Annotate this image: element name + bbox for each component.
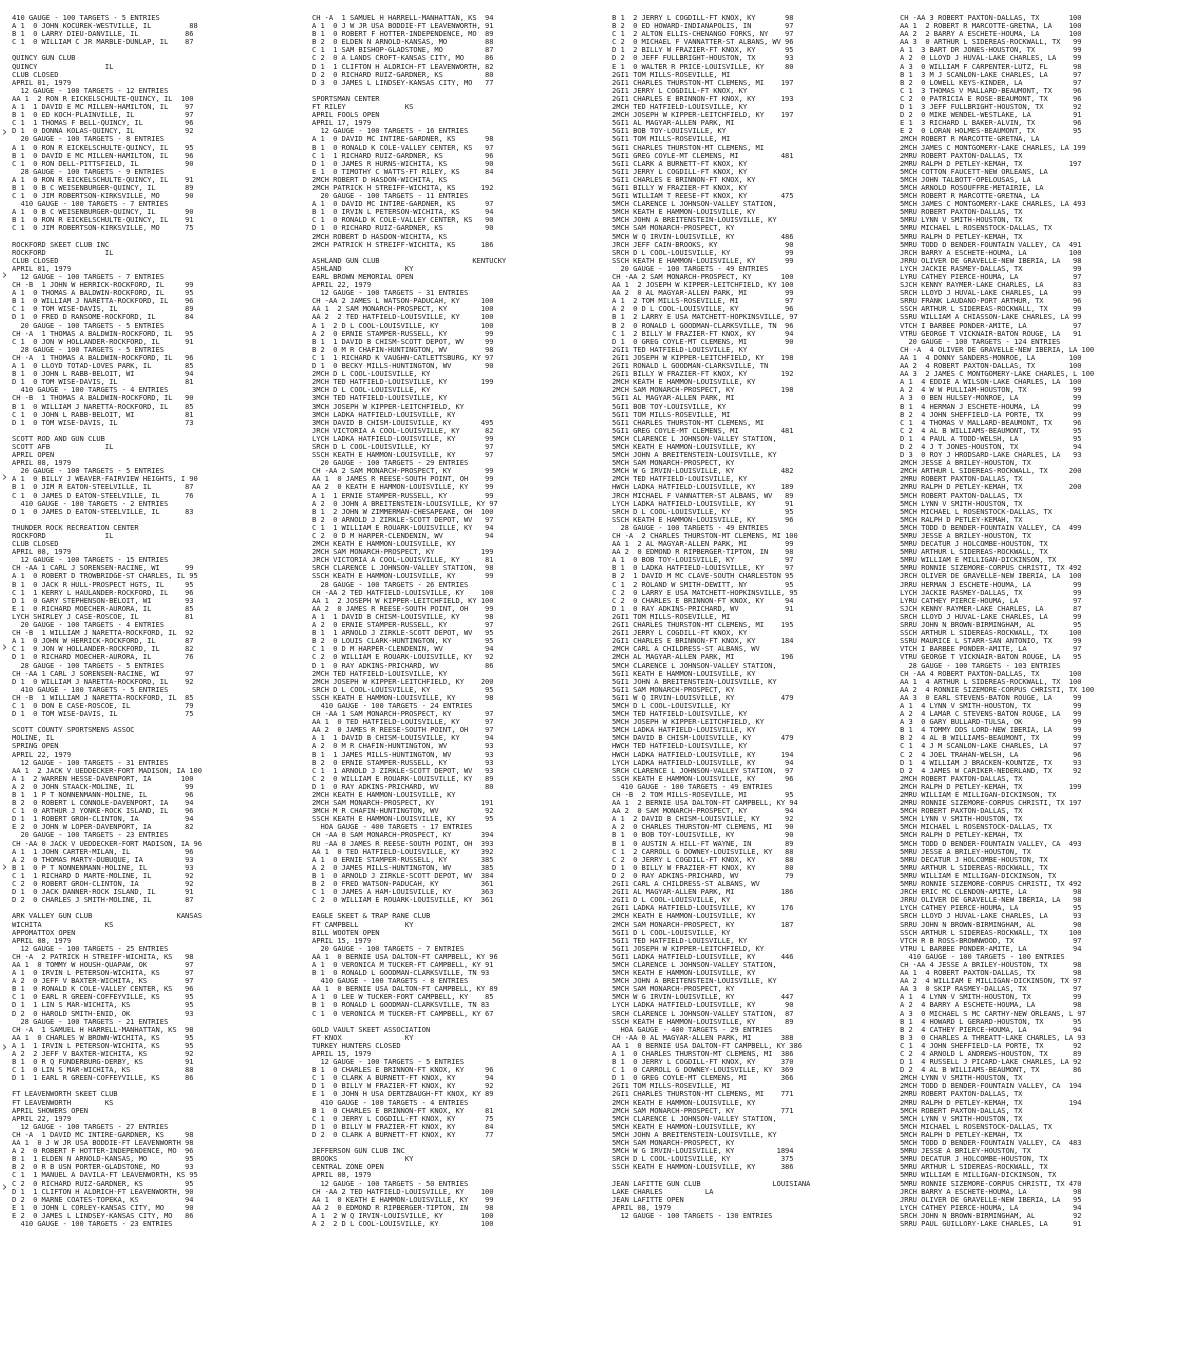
margin-mark-icon: › [2, 470, 8, 485]
margin-mark-icon: › [2, 1040, 8, 1055]
margin-mark-icon: › [2, 640, 8, 655]
margin-mark-icon: › [2, 1180, 8, 1195]
results-column-2: CH -A 1 SAMUEL H HARRELL-MANHATTAN, KS 94 A 1 0 J W JR USA BODDIE-FT LEAVENWORTH, 91 B 1 0 ROBERT F HOTTER-INDEPENDENCE, MO 89 B 2 0 ELDEN N ARNOLD-KANSAS, MO 88 C 1 1 SAM BISHOP-GLADSTONE, MO 87 C 2 0 A LANDS CROFT-KANSAS CITY, MO 86 D 1 1 CLIFTON H ALDRICH-FT LEAVENWORTH, 82 D 2 0 RICHARD RUIZ-GARDNER, KS 80 D 3 0 JAMES L LINDSEY-KANSAS CITY, MO 77 SPORTSMAN CENTER FT RILEY KS APRIL FOOLS OPEN APRIL 17, 1979 12 GAUGE - 100 TARGETS - 16 ENTRIES A 1 0 DAVID MC INTIRE-GARDNER, KS 98 B 1 0 RONALD K COLE-VALLEY CENTER, KS 97 C 1 1 RICHARD RUIZ-GARDNER, KS 96 D 1 0 JAMES R HURNS-WICHITA, KS 90 E 1 0 TIMOTHY C WATTS-FT RILEY, KS 84 2MCH ROBERT D HASDON-WICHITA, KS 2MCH PATRICK H STREIFF-WICHITA, KS 192 20 GAUGE - 100 TARGETS - 11 ENTRIES A 1 0 DAVID MC INTIRE-GARDNER, KS 97 B 1 0 IRVIN L PETERSON-WICHITA, KS 94 C 1 0 RONALD K COLE-VALLEY CENTER, KS 90 D 1 0 RICHARD RUIZ-GARDNER, KS 90 2MCH ROBERT D HASDON-WICHITA, KS 2MCH PATRICK H STREIFF-WICHITA, KS 186 ASHLAND GUN CLUB KENTUCKY ASHLAND KY EARL BROWN MEMORIAL OPEN APRIL 22, 1979 12 GAUGE - 100 TARGETS - 31 ENTRIES CH -AA 2 JAMES L WATSON-PADUCAH, KY 100 AA 1 2 SAM MONARCH-PROSPECT, KY 100 AA 2 2 TED HATFIELD-LOUISVILLE, KY 100 A 1 2 D L COOL-LOUISVILLE, KY 100 A 2 0 ERNIE STAMPER-RUSSELL, KY 99 B 1 1 DAVID B CHISM-SCOTT DEPOT, WV 99 B 2 0 M R CHAFIN-HUNTINGTON, WV 98 C 1 1 RICHARD K VAUGHN-CATLETTSBURG, KY 97 D 1 0 BECKY MILLS-HUNTINGTON, WV 90 2MCH D L COOL-LOUISVILLE, KY 2MCH TED HATFIELD-LOUISVILLE, KY 199 3MCH D L COOL-LOUISVILLE, KY 3MCH TED HATFIELD-LOUISVILLE, KY 3MCH JOSEPH W KIPPER-LEITCHFIELD, KY 3MCH LADKA HATFIELD-LOUISVILLE, KY 3MCH DAVID B CHISM-LOUISVILLE, KY 495 JRCH VICTORIA A COOL-LOUISVILLE, KY 82 LYCH LADKA HATFIELD-LOUISVILLE, KY 99 SRCH D L COOL-LOUISVILLE, KY 97 SSCH KEATH E HAMMON-LOUISVILLE, KY 97 20 GAUGE - 100 TARGETS - 29 ENTRIES CH -AA 2 SAM MONARCH-PROSPECT, KY 99 AA 1 0 JAMES R REESE-SOUTH POINT, OH 99 AA 2 0 KEATH E HAMMON-LOUISVILLE, KY 99 A 1 1 ERNIE STAMPER-RUSSELL, KY 99 A 2 0 JOHN A BREITENSTEIN-LOUISVILLE, KY 97 B 1 2 JOHN W ZIMMERMAN-CHESAPEAKE, OH 100 B 2 0 ARNOLD J ZIRKLE-SCOTT DEPOT, WV 97 C 1 1 WILLIAM E ROUARK-LOUISVILLE, KY 94 C 2 0 D M HARPER-CLENDENIN, WV 94 2MCH KEATH E HAMMON-LOUISVILLE, KY 2MCH SAM MONARCH-PROSPECT, KY 199 JRCH VICTORIA A COOL-LOUISVILLE, KY 81 SRCH CLARENCE L JOHNSON-VALLEY STATION, 98 SSCH KEATH E HAMMON-LOUISVILLE, KY 99 28 GAUGE - 100 TARGETS - 26 ENTRIES CH -AA 2 TED HATFIELD-LOUISVILLE, KY 100 AA 1 2 JOSEPH W KIPPER-LEITCHFIELD, KY 100 AA 2 0 JAMES R REESE-SOUTH POINT, OH 99 A 1 1 DAVID B CHISM-LOUISVILLE, KY 98 A 2 0 ERNIE STAMPER-RUSSELL, KY 97 B 1 1 ARNOLD J ZIRKLE-SCOTT DEPOT, WV 95 B 2 0 LOUIS CLARK-HUNTINGTON, KY 95 C 1 0 D M HARPER-CLENDENIN, WV 94 C 2 0 WILLIAM E ROUARK-LOUISVILLE, KY 92 D 1 0 RAY ADKINS-PRICHARD, WV 86 2MCH TED HATFIELD-LOUISVILLE, KY 2MCH JOSEPH W KIPPER-LEITCHFIELD, KY 200 SRCH D L COOL-LOUISVILLE, KY 95 SSCH KEATH E HAMMON-LOUISVILLE, KY 98 410 GAUGE - 100 TARGETS - 24 ENTRIES CH -AA 1 SAM MONARCH-PROSPECT, KY 97 AA 1 0 TED HATFIELD-LOUISVILLE, KY 97 AA 2 0 JAMES R REESE-SOUTH POINT, OH 97 A 1 1 DAVID B CHISM-LOUISVILLE, KY 94 A 2 0 M R CHAFIN-HUNTINGTON, WV 93 B 1 1 JAMES MILLS-HUNTINGTON, WV 93 B 2 0 ERNIE STAMPER-RUSSELL, KY 93 C 1 1 ARNOLD J ZIRKLE-SCOTT DEPOT, WV 93 C 2 0 WILLIAM E ROUARK-LOUISVILLE, KY 89 D 1 0 RAY ADKINS-PRICHARD, WV 80 2MCH KEATH E HAMMON-LOUISVILLE, KY 2MCH SAM MONARCH-PROSPECT, KY 191 3MCH M R CHAFIN-HUNTINGTON, WV 92 SSCH KEATH E HAMMON-LOUISVILLE, KY 95 HOA GAUGE - 400 TARGETS - 17 ENTRIES CH -AA 0 SAM MONARCH-PROSPECT, KY 394 RU -AA 0 JAMES R REESE-SOUTH POINT, OH 393 AA 1 0 TED HATFIELD-LOUISVILLE, KY 392 A 1 0 ERNIE STAMPER-RUSSELL, KY 385 A 2 0 JAMES MILLS-HUNTINGTON, WV 385 B 1 0 ARNOLD J ZIRKLE-SCOTT DEPOT, WV 384 B 2 0 FRED WATSON-PADUCAH, KY 361 C 1 0 JAMES A HAM-LOUISVILLE, KY 363 C 2 0 WILLIAM E ROUARK-LOUISVILLE, KY 361 EAGLE SKEET & TRAP RANE CLUB FT CAMPBELL KY BILL WOOTEN OPEN APRIL 15, 1979 20 GAUGE - 100 TARGETS - 7 ENTRIES AA 1 0 BERNIE USA DALTON-FT CAMPBELL, KY 96 A 1 0 VERONICA M TUCKER-FT CAMPBELL, KY 91 B 1 0 RONALD L GOODMAN-CLARKSVILLE, TN 93 410 GAUGE - 100 TARGETS - 8 ENTRIES AA 1 0 BERNIE USA DALTON-FT CAMPBELL, KY 89 A 1 0 LEE W TUCKER-FORT CAMPBELL, KY 85 B 1 0 RONALD L GOODMAN-CLARKSVILLE, TN 83 C 1 0 VERONICA M TUCKER-FT CAMPBELL, KY 67 GOLD VAULT SKEET ASSOCIATION FT KNOX KY TURKEY HUNTERS CLOSED APRIL 15, 1979 12 GAUGE - 100 TARGETS - 5 ENTRIES B 1 0 CHARLES E BRINNON-FT KNOX, KY 96 C 1 0 CLARK A BURNETT-FT KNOX, KY 94 D 1 0 BILLY W FRAZIER-FT KNOX, KY 92 E 1 0 JOHN H USA DERTZBAUGH-FT KNOX, KY 89 410 GAUGE - 100 TARGETS - 4 ENTRIES B 1 0 CHARLES E BRINNON-FT KNOX, KY 81 C 1 0 JERRY L COGDILL-FT KNOX, KY 75 D 1 0 BILLY W FRAZIER-FT KNOX, KY 84 D 2 0 CLARK A BURNETT-FT KNOX, KY 77 JEFFERSON GUN CLUB INC BROOKS KY CENTRAL ZONE OPEN APRIL 08, 1979 12 GAUGE - 100 TARGETS - 50 ENTRIES CH -AA 2 TED HATFIELD-LOUISVILLE, KY 100 AA 1 0 KEATH E HAMMON-LOUISVILLE, KY 99 AA 2 0 EDMOND R RIPBERGER-TIPTON, IN 98 A 1 2 W Q IRVIN-LOUISVILLE, KY 100 A 2 2 D L COOL-LOUISVILLE, KY 100 [312, 14, 507, 1228]
results-column-1: 410 GAUGE - 100 TARGETS - 5 ENTRIES A 1 0 JOHN KOCUREK-WESTVILLE, IL 88 B 1 0 LARRY DIEU-DANVILLE, IL 86 C 1 0 WILLIAM C JR MARBLE-DUNLAP, IL 87 QUINCY GUN CLUB QUINCY IL CLUB CLOSED APRIL 01, 1979 12 GAUGE - 100 TARGETS - 12 ENTRIES AA 1 2 RON R EICKELSCHULTE-QUINCY, IL 100 A 1 1 DAVID E MC MILLEN-HAMILTON, IL 97 B 1 0 ED KOCH-PLAINVILLE, IL 97 C 1 1 THOMAS F BELL-QUINCY, IL 96 D 1 0 DONNA KOLAS-QUINCY, IL 92 20 GAUGE - 100 TARGETS - 8 ENTRIES A 1 0 RON R EICKELSCHULTE-QUINCY, IL 95 B 1 0 DAVID E MC MILLEN-HAMILTON, IL 96 C 1 0 RON DELL-PITTSFIELD, IL 90 28 GAUGE - 100 TARGETS - 9 ENTRIES A 1 0 RON R EICKELSCHULTE-QUINCY, IL 91 B 1 0 B C WEISENBURGER-QUINCY, IL 89 C 1 0 JIM ROBERTSON-KIRKSVILLE, MO 90 410 GAUGE - 100 TARGETS - 7 ENTRIES A 1 0 B C WEISENBURGER-QUINCY, IL 90 B 1 0 RON R EICKELSCHULTE-QUINCY, IL 91 C 1 0 JIM ROBERTSON-KIRKSVILLE, MO 75 ROCKFORD SKEET CLUB INC ROCKFORD IL CLUB CLOSED APRIL 01, 1979 12 GAUGE - 100 TARGETS - 7 ENTRIES CH -B 1 JOHN W HERRICK-ROCKFORD, IL 99 A 1 0 THOMAS A BALDWIN-ROCKFORD, IL 95 B 1 0 WILLIAM J NARETTA-ROCKFORD, IL 96 C 1 0 TOM WISE-DAVIS, IL 89 D 1 0 FRED D RANSOME-ROCKFORD, IL 84 20 GAUGE - 100 TARGETS - 5 ENTRIES CH -A 1 THOMAS A BALDWIN-ROCKFORD, IL 95 C 1 0 JON W HOLLANDER-ROCKFORD, IL 91 28 GAUGE - 100 TARGETS - 5 ENTRIES CH -A 1 THOMAS A BALDWIN-ROCKFORD, IL 96 A 1 0 LLOYD TOTAD-LOVES PARK, IL 85 B 1 0 JOHN L RABB-BELOIT, WI 94 D 1 0 TOM WISE-DAVIS, IL 81 410 GAUGE - 100 TARGETS - 4 ENTRIES CH -B 1 THOMAS A BALDWIN-ROCKFORD, IL 90 B 1 0 WILLIAM J NARETTA-ROCKFORD, IL 85 C 1 0 JOHN L RABB-BELOIT, WI 81 D 1 0 TOM WISE-DAVIS, IL 73 SCOTT ROD AND GUN CLUB SCOTT AFB IL APRIL OPEN APRIL 08, 1979 20 GAUGE - 100 TARGETS - 5 ENTRIES A 1 0 BILLY J WEAVER-FAIRVIEW HEIGHTS, I 90 B 1 0 JIM R EATON-STEELVILLE, IL 87 C 1 0 JAMES D EATON-STEELVILLE, IL 76 410 GAUGE - 100 TARGETS - 2 ENTRIES D 1 0 JAMES D EATON-STEELVILLE, IL 83 THUNDER ROCK RECREATION CENTER ROCKFORD IL CLUB CLOSED APRIL 08, 1979 12 GAUGE - 100 TARGETS - 15 ENTRIES CH -AA 1 CARL J SORENSEN-RACINE, WI 99 A 1 0 ROBERT D TROWBRIDGE-ST CHARLES, IL 95 B 1 0 JACK R HULL-PROSPECT HGTS, IL 95 C 1 1 KERRY L HAULANDER-ROCKFORD, IL 96 D 1 0 GARY STEPHENSON-BELOIT, WI 93 E 1 0 RICHARD MOECHER-AURORA, IL 85 LYCH SHIRLEY J CASE-ROSCOE, IL 81 20 GAUGE - 100 TARGETS - 4 ENTRIES CH -B 1 WILLIAM J NARETTA-ROCKFORD, IL 92 A 1 0 JOHN W HERRICK-ROCKFORD, IL 87 C 1 0 JON W HOLLANDER-ROCKFORD, IL 82 D 1 0 RICHARD MOECHER-AURORA, IL 76 28 GAUGE - 100 TARGETS - 5 ENTRIES CH -AA 1 CARL J SORENSEN-RACINE, WI 97 D 1 0 WILLIAM J NARETTA-ROCKFORD, IL 92 410 GAUGE - 100 TARGETS - 5 ENTRIES CH -B 1 WILLIAM J NARETTA-ROCKFORD, IL 85 C 1 0 DON E CASE-ROSCOE, IL 79 D 1 0 TOM WISE-DAVIS, IL 75 SCOTT COUNTY SPORTSMENS ASSOC MOLINE, IL SPRING OPEN APRIL 22, 1979 12 GAUGE - 100 TARGETS - 31 ENTRIES AA 1 2 JACK V UEDDECKER-FORT MADISON, IA 100 A 1 2 WARREN HESSE-DAVENPORT, IA 100 A 2 0 JOHN STAACK-MOLINE, IL 99 B 1 1 P T NONNENMANN-MOLINE, IL 96 B 2 0 ROBERT L CONNOLE-DAVENPORT, IA 94 C 1 0 ARTHUR J YONKE-ROCK ISLAND, IL 96 D 1 1 ROBERT GROH-CLINTON, IA 94 E 2 0 JOHN W LOPER-DAVENPORT, IA 82 20 GAUGE - 100 TARGETS - 23 ENTRIES CH -AA 0 JACK V UEDDECKER-FORT MADISON, IA 96 A 1 1 JOHN CARTER-MILAN, IL 96 A 2 0 THOMAS MARTY-DUBUQUE, IA 93 B 1 0 P T NONNENMANN-MOLINE, IL 93 C 1 1 RICHARD D MARTE-MOLINE, IL 92 C 2 0 ROBERT GROH-CLINTON, IA 92 D 1 0 JACK DANNER-ROCK ISLAND, IL 91 D 2 0 CHARLES J SMITH-MOLINE, IL 87 ARK VALLEY GUN CLUB KANSAS WICHITA KS APPOMATTOX OPEN APRIL 08, 1979 12 GAUGE - 100 TARGETS - 25 ENTRIES CH -A 2 PATRICK H STREIFF-WICHITA, KS 98 AA 1 0 TOMMY W HOUSH-QUAPAW, OK 97 A 1 0 IRVIN L PETERSON-WICHITA, KS 97 A 2 0 JEFF V BAXTER-WICHITA, KS 97 B 1 0 RONALD K COLE-VALLEY CENTER, KS 96 C 1 0 EARL R GREEN-COFFEYVILLE, KS 95 D 1 1 LIN S MAR-WICHITA, KS 95 D 2 0 HAROLD SMITH-ENID, OK 93 28 GAUGE - 100 TARGETS - 21 ENTRIES CH -A 1 SAMUEL H HARRELL-MANHATTAN, KS 98 AA 1 0 CHARLES W BROWN-WICHITA, KS 95 A 1 1 IRVIN L PETERSON-WICHITA, KS 95 A 2 2 JEFF V BAXTER-WICHITA, KS 92 B 1 0 R Q FUNDERBURG-DERBY, KS 91 C 1 0 LIN S MAR-WICHITA, KS 88 D 1 1 EARL R GREEN-COFFEYVILLE, KS 86 FT LEAVENWORTH SKEET CLUB FT LEAVENWORTH KS APRIL SHOWERS OPEN APRIL 22, 1979 12 GAUGE - 100 TARGETS - 27 ENTRIES CH -A 1 DAVID MC INTIRE-GARDNER, KS 98 AA 1 0 J W JR USA BODDIE-FT LEAVENWORTH 98 A 2 0 ROBERT F HOTTER-INDEPENDENCE, MO 96 B 1 1 ELDEN N ARNOLD-KANSAS, MO 95 B 2 0 R B USN PORTER-GLADSTONE, MO 93 C 1 1 MANUEL A DAVILA-FT LEAVENWORTH, KS 95 C 2 0 RICHARD RUIZ-GARDNER, KS 95 D 1 1 CLIFTON H ALDRICH-FT LEAVENWORTH, 90 D 2 0 MARNE COATES-TOPEKA, KS 94 E 1 0 JOHN L CORLEY-KANSAS CITY, MO 90 E 2 0 JAMES L LINDSEY-KANSAS CITY, MO 86 410 GAUGE - 100 TARGETS - 23 ENTRIES [12, 14, 202, 1228]
margin-mark-icon: › [2, 125, 8, 140]
margin-mark-icon: › [2, 268, 8, 283]
margin-mark-icon: › [2, 860, 8, 875]
results-column-4: CH -AA 3 ROBERT PAXTON-DALLAS, TX 100 AA 1 2 ROBERT R MARCOTTE-GRETNA, LA 100 AA 2 2 BARRY A ESCHETE-HOUMA, LA 100 AA 3 0 ARTHUR L SIDEREAS-ROCKWALL, TX 99 A 1 3 BART DR JONES-HOUSTON, TX 99 A 2 0 LLOYD J HUVAL-LAKE CHARLES, LA 99 A 3 0 WILLIAM F CARPENTER-LUTZ, FL 98 B 1 3 M J SCANLON-LAKE CHARLES, LA 97 B 2 0 LOWELL KEYS-KINDER, LA 97 C 1 3 THOMAS V MALLARD-BEAUMONT, TX 96 C 2 0 PATRICIA E ROSE-BEAUMONT, TX 96 D 1 3 JEFF FULLBRIGHT-HOUSTON, TX 92 D 2 0 MIKE WENDEL-WESTLAKE, LA 91 E 1 3 RICHARD L BAKER-ALVIN, TX 96 E 2 0 LORAN HOLMES-BEAUMONT, TX 95 2MCH ROBERT R MARCOTTE-GRETNA, LA 2MCH JAMES C MONTGOMERY-LAKE CHARLES, LA 199 2MRU ROBERT PAXTON-DALLAS, TX 2MRU RALPH D PETLEY-KEMAH, TX 197 5MCH COTTON FAUCETT-NEW ORLEANS, LA 5MCH JOHN TALBOTT-OPELOUSAS, LA 5MCH ARNOLD ROSOUFFRE-METAIRIE, LA 5MCH ROBERT R MARCOTTE-GRETNA, LA 5MCH JAMES C MONTGOMERY-LAKE CHARLES, LA 493 5MRU ROBERT PAXTON-DALLAS, TX 5MRU LYNN V SMITH-HOUSTON, TX 5MRU MICHAEL L ROSENSTOCK-DALLAS, TX 5MRU RALPH D PETLEY-KEMAH, TX 5MRU TODD D BENDER-FOUNTAIN VALLEY, CA 491 JRCH BARRY A ESCHETE-HOUMA, LA 100 JRRU OLIVER DE GRAVELLE-NEW IBERIA, LA 98 LYCH JACKIE RASMEY-DALLAS, TX 99 LYRU CATHEY PIERCE-HOUMA, LA 97 SJCH KENNY RAYMER-LAKE CHARLES, LA 83 SRCH LLOYD J HUVAL-LAKE CHARLES, LA 99 SRRU FRANK LAUDANO-PORT ARTHUR, TX 96 SSCH ARTHUR L SIDEREAS-ROCKWALL, TX 99 SSRU WILLIAM A CHIASSON-LAKE CHARLES, LA 99 VTCH I BARBEE PONDER-AMITE, LA 97 VTRU GEORGE T VICKNAIR-BATON ROUGE, LA 91 20 GAUGE - 100 TARGETS - 124 ENTRIES CH -A 4 OLIVER DE GRAVELLE-NEW IBERIA, LA 100 AA 1 4 DONNY SANDERS-MONROE, LA 100 AA 2 4 ROBERT PAXTON-DALLAS, TX 100 AA 3 2 JAMES C MONTGOMERY-LAKE CHARLES, L 100 A 1 4 EDDIE A WILSON-LAKE CHARLES, LA 100 A 2 4 W W PULLIAM-HOUSTON, TX 99 A 3 0 BEN HULSEY-MONROE, LA 99 B 1 4 HERMAN J ESCHETE-HOUMA, LA 99 B 2 4 JOHN SHEFFIELD-LA PORTE, TX 99 C 1 4 THOMAS V MALLARD-BEAUMONT, TX 96 C 2 4 AL B WILLIAMS-BEAUMONT, TX 95 D 1 4 PAUL A TODD-WELSH, LA 95 D 2 4 J T JONES-HOUSTON, TX 94 D 3 0 ROY J HRODSARD-LAKE CHARLES, LA 93 2MCH JESSE A BRILEY-HOUSTON, TX 2MCH ARTHUR L SIDEREAS-ROCKWALL, TX 200 2MRU ROBERT PAXTON-DALLAS, TX 2MRU RALPH D PETLEY-KEMAH, TX 200 5MCH ROBERT PAXTON-DALLAS, TX 5MCH LYNN V SMITH-HOUSTON, TX 5MCH MICHAEL L ROSENSTOCK-DALLAS, TX 5MCH RALPH D PETLEY-KEMAH, TX 5MCH TODD D BENDER-FOUNTAIN VALLEY, CA 499 5MRU JESSE A BRILEY-HOUSTON, TX 5MRU DECATUR J HOLCOMBE-HOUSTON, TX 5MRU ARTHUR L SIDEREAS-ROCKWALL, TX 5MRU WILLIAM E MILLIGAN-DICKINSON, TX 5MRU RONNIE SIZEMORE-CORPUS CHRISTI, TX 492 JRCH OLIVER DE GRAVELLE-NEW IBERIA, LA 100 JRRU HERMAN J ESCHETE-HOUMA, LA 99 LYCH JACKIE RASMEY-DALLAS, TX 99 LYRU CATHEY PIERCE-HOUMA, LA 97 SJCH KENNY RAYMER-LAKE CHARLES, LA 87 SRCH LLOYD J HUVAL-LAKE CHARLES, LA 99 SRRU JOHN N BROWN-BIRMINGHAM, AL 95 SSCH ARTHUR L SIDEREAS-ROCKWALL, TX 100 SSRU MAURICE L STARR-SAN ANTONIO, TX 99 VTCH I BARBEE PONDER-AMITE, LA 97 VTRU GEORGE T VICKNAIR-BATON ROUGE, LA 95 28 GAUGE - 100 TARGETS - 103 ENTRIES CH -AA 4 ROBERT PAXTON-DALLAS, TX 100 AA 1 4 ARTHUR L SIDEREAS-ROCKWALL, TX 100 AA 2 4 RONNIE SIZEMORE-CORPUS CHRISTI, TX 100 AA 3 0 EARL STEVENS-BATON ROUGE, LA 99 A 1 4 LYNN V SMITH-HOUSTON, TX 99 A 2 4 LAMAR C STEVENS-BATON ROUGE, LA 99 A 3 0 GARY BULLARD-TULSA, OK 99 B 1 4 TOMMY DDS LORD-NEW IBERIA, LA 99 B 2 4 AL B WILLIAMS-BEAUMONT, TX 99 C 1 4 J M SCANLON-LAKE CHARLES, LA 97 C 2 4 JOEL TRAHAN-WELSH, LA 96 D 1 4 WILLIAM J BRACKEN-KOUNTZE, TX 93 D 2 4 JAMES W CARIKER-NEDERLAND, TX 92 2MCH ROBERT PAXTON-DALLAS, TX 2MCH RALPH D PETLEY-KEMAH, TX 199 2MRU WILLIAM E MILLIGAN-DICKINSON, TX 2MRU RONNIE SIZEMORE-CORPUS CHRISTI, TX 197 5MCH ROBERT PAXTON-DALLAS, TX 5MCH LYNN V SMITH-HOUSTON, TX 5MCH MICHAEL L ROSENSTOCK-DALLAS, TX 5MCH RALPH D PETLEY-KEMAH, TX 5MCH TODD D BENDER-FOUNTAIN VALLEY, CA 493 5MRU JESSE A BRILEY-HOUSTON, TX 5MRU DECATUR J HOLCOMBE-HOUSTON, TX 5MRU ARTHUR L SIDEREAS-ROCKWALL, TX 5MRU WILLIAM E MILLIGAN-DICKINSON, TX 5MRU RONNIE SIZEMORE-CORPUS CHRISTI, TX 492 JRCH ERIC MC CLENDON-AMITE, LA 98 JRRU OLIVER DE GRAVELLE-NEW IBERIA, LA 98 LYCH CATHEY PIERCE-HOUMA, LA 95 SRCH LLOYD J HUVAL-LAKE CHARLES, LA 93 SRRU JOHN N BROWN-BIRMINGHAM, AL 90 SSCH ARTHUR L SIDEREAS-ROCKWALL, TX 100 VTCH R B ROSS-BROWNWOOD, TX 97 VTRU L BARBEE PONDER-AMITE, LA 94 410 GAUGE - 100 TARGETS - 100 ENTRIES CH -AA 4 JESSE A BRILEY-HOUSTON, TX 98 AA 1 4 ROBERT PAXTON-DALLAS, TX 98 AA 2 4 WILLIAM E MILLIGAN-DICKINSON, TX 97 AA 3 0 SKIP RASMEY-DALLAS, TX 97 A 1 4 LYNN V SMITH-HOUSTON, TX 99 A 2 4 BARRY A ESCHETE-HOUMA, LA 98 A 3 0 MICHAEL S MC CARTHY-NEW ORLEANS, L 97 B 1 4 HOWARD L GERARD-HOUSTON, TX 95 B 2 4 CATHEY PIERCE-HOUMA, LA 94 B 3 0 CHARLES A THREATT-LAKE CHARLES, LA 93 C 1 4 JOHN SHEFFIELD-LA PORTE, TX 92 C 2 4 ARNOLD L ANDREWS-HOUSTON, TX 89 D 1 4 RUSSELL J PICARD-LAKE CHARLES, LA 92 D 2 4 AL B WILLIAMS-BEAUMONT, TX 86 2MCH LYNN V SMITH-HOUSTON, TX 2MCH TODD D BENDER-FOUNTAIN VALLEY, CA 194 2MRU ROBERT PAXTON-DALLAS, TX 2MRU RALPH D PETLEY-KEMAH, TX 194 5MCH ROBERT PAXTON-DALLAS, TX 5MCH LYNN V SMITH-HOUSTON, TX 5MCH MICHAEL L ROSENSTOCK-DALLAS, TX 5MCH RALPH D PETLEY-KEMAH, TX 5MCH TODD D BENDER-FOUNTAIN VALLEY, CA 483 5MRU JESSE A BRILEY-HOUSTON, TX 5MRU DECATUR J HOLCOMBE-HOUSTON, TX 5MRU ARTHUR L SIDEREAS-ROCKWALL, TX 5MRU WILLIAM E MILLIGAN-DICKINSON, TX 5MRU RONNIE SIZEMORE-CORPUS CHRISTI, TX 470 JRCH BARRY A ESCHETE-HOUMA, LA 98 JRRU OLIVER DE GRAVELLE-NEW IBERIA, LA 95 LYCH CATHEY PIERCE-HOUMA, LA 94 SRCH JOHN N BROWN-BIRMINGHAM, AL 92 SRRU PAUL GUILLORY-LAKE CHARLES, LA 91 [900, 14, 1095, 1228]
results-column-3: B 1 2 JERRY L COGDILL-FT KNOX, KY 98 B 2 0 ED HOWARD-INDIANAPOLIS, IN 97 C 1 2 ALTON ELLIS-CHENANGO FORKS, NY 97 C 2 0 MICHAEL F VANNATTER-ST ALBANS, WV 96 D 1 2 BILLY W FRAZIER-FT KNOX, KY 95 D 2 0 JEFF FULLBRIGHT-HOUSTON, TX 93 E 1 0 WALTER R PRICE-LOUISVILLE, KY 80 2GI1 TOM MILLS-ROSEVILLE, MI 2GI1 CHARLES THURSTON-MT CLEMENS, MI 197 2GI1 JERRY L COGDILL-FT KNOX, KY 2GI1 CHARLES E BRINNON-FT KNOX, KY 193 2MCH TED HATFIELD-LOUISVILLE, KY 2MCH JOSEPH W KIPPER-LEITCHFIELD, KY 197 5GI1 AL MAGYAR-ALLEN PARK, MI 5GI1 BOB TOY-LOUISVILLE, KY 5GI1 TOM MILLS-ROSEVILLE, MI 5GI1 CHARLES THURSTON-MT CLEMENS, MI 5GI1 GREG COYLE-MT CLEMENS, MI 481 5GI1 CLARK A BURNETT-FT KNOX, KY 5GI1 JERRY L COGDILL-FT KNOX, KY 5GI1 CHARLES E BRINNON-FT KNOX, KY 5GI1 BILLY W FRAZIER-FT KNOX, KY 5GI1 WILLIAM T REESE-FT KNOX, KY 475 5MCH CLARENCE L JOHNSON-VALLEY STATION, 5MCH KEATH E HAMMON-LOUISVILLE, KY 5MCH JOHN A BREITENSTEIN-LOUISVILLE, KY 5MCH SAM MONARCH-PROSPECT, KY 5MCH W Q IRVIN-LOUISVILLE, KY 486 JRCH JEFF CAIN-BROOKS, KY 90 SRCH D L COOL-LOUISVILLE, KY 99 SSCH KEATH E HAMMON-LOUISVILLE, KY 99 20 GAUGE - 100 TARGETS - 49 ENTRIES CH -AA 2 SAM MONARCH-PROSPECT, KY 100 AA 1 2 JOSEPH W KIPPER-LEITCHFIELD, KY 100 AA 2 0 AL MAGYAR-ALLEN PARK, MI 99 A 1 2 TOM MILLS-ROSEVILLE, MI 97 A 2 0 D L COOL-LOUISVILLE, KY 96 B 1 2 LARRY E USA MATCHETT-HOPKINSVILLE, 97 B 2 0 RONALD L GOODMAN-CLARKSVILLE, TN 96 C 1 2 BILLY W FRAZIER-FT KNOX, KY 94 D 1 0 GREG COYLE-MT CLEMENS, MI 90 2GI1 TED HATFIELD-LOUISVILLE, KY 2GI1 JOSEPH W KIPPER-LEITCHFIELD, KY 198 2GI1 RONALD L GOODMAN-CLARKSVILLE, TN 2GI1 BILLY W FRAZIER-FT KNOX, KY 192 2MCH KEATH E HAMMON-LOUISVILLE, KY 2MCH SAM MONARCH-PROSPECT, KY 198 5GI1 AL MAGYAR-ALLEN PARK, MI 5GI1 BOB TOY-LOUISVILLE, KY 5GI1 TOM MILLS-ROSEVILLE, MI 5GI1 CHARLES THURSTON-MT CLEMENS, MI 5GI1 GREG COYLE-MT CLEMENS, MI 481 5MCH CLARENCE L JOHNSON-VALLEY STATION, 5MCH KEATH E HAMMON-LOUISVILLE, KY 5MCH JOHN A BREITENSTEIN-LOUISVILLE, KY 5MCH SAM MONARCH-PROSPECT, KY 5MCH W G IRVIN-LOUISVILLE, KY 482 2MCH TED HATFIELD-LOUISVILLE, KY HWCH LADKA HATFIELD-LOUISVILLE, KY 189 JRCH MICHAEL F VANNATTER-ST ALBANS, WV 89 LYCH LADKA HATFIELD-LOUISVILLE, KY 91 SRCH D L COOL-LOUISVILLE, KY 95 SSCH KEATH E HAMMON-LOUISVILLE, KY 96 28 GAUGE - 100 TARGETS - 49 ENTRIES CH -A 2 CHARLES THURSTON-MT CLEMENS, MI 100 AA 1 2 AL MAGYAR-ALLEN PARK, MI 99 AA 2 0 EDMOND R RIPBERGER-TIPTON, IN 98 A 1 0 BOB TOY-LOUISVILLE, KY 97 B 1 0 LADKA HATFIELD-LOUISVILLE, KY 97 B 2 1 DAVID M MC CLAVE-SOUTH CHARLESTON 95 C 1 2 ROLAND W SMITH-DEWITT, NY 95 C 2 0 LARRY E USA MATCHETT-HOPKINSVILLE, 95 C 2 0 CHARLES E BRINNON-FT KNOX, KY 94 D 1 0 RAY ADKINS-PRICHARD, WV 91 2GI1 TOM MILLS-ROSEVILLE, MI 2GI1 CHARLES THURSTON-MT CLEMENS, MI 195 2GI1 JERRY L COGDILL-FT KNOX, KY 2GI1 CHARLES E BRINNON-FT KNOX, KY 184 2MCH CARL A CHILDRESS-ST ALBANS, WV 2MCH AL MAGYAR-ALLEN PARK, MI 196 5MCH CLARENCE L JOHNSON-VALLEY STATION, 5GI1 KEATH E HAMMON-LOUISVILLE, KY 5GI1 JOHN A BREITENSTEIN-LOUISVILLE, KY 5GI1 SAM MONARCH-PROSPECT, KY 5GI1 W Q IRVIN-LOUISVILLE, KY 479 5MCH D L COOL-LOUISVILLE, KY 5MCH TED HATFIELD-LOUISVILLE, KY 5MCH JOSEPH W KIPPER-LEITCHFIELD, KY 5MCH LADKA HATFIELD-LOUISVILLE, KY 5MCH DAVID B CHISM-LOUISVILLE, KY 479 HWCH TED HATFIELD-LOUISVILLE, KY HWCH LADKA HATFIELD-LOUISVILLE, KY 194 LYCH LADKA HATFIELD-LOUISVILLE, KY 94 SRCH CLARENCE L JOHNSON-VALLEY STATION, 97 SSCH KEATH E HAMMON-LOUISVILLE, KY 96 410 GAUGE - 100 TARGETS - 49 ENTRIES CH -B 2 TOM MILLS-ROSEVILLE, MI 95 AA 1 2 BERNIE USA DALTON-FT CAMPBELL, KY 94 AA 2 0 SAM MONARCH-PROSPECT, KY 94 A 1 2 DAVID B CHISM-LOUISVILLE, KY 92 A 2 0 CHARLES THURSTON-MT CLEMENS, MI 90 B 1 0 BOB TOY-LOUISVILLE, KY 90 B 1 0 AUSTIN A HILL-FT WAYNE, IN 89 C 1 2 CARROLL G DOWNEY-LOUISVILLE, KY 88 C 2 0 JERRY L COGDILL-FT KNOX, KY 88 D 1 0 BILLY W FRAZIER-FT KNOX, KY 80 D 2 0 RAY ADKINS-PRICHARD, WV 79 2GI1 CARL A CHILDRESS-ST ALBANS, WV 2GI1 AL MAGYAR-ALLEN PARK, MI 186 2GI1 D L COOL-LOUISVILLE, KY 2GI1 LADKA HATFIELD-LOUISVILLE, KY 176 2MCH KEATH E HAMMON-LOUISVILLE, KY 2MCH SAM MONARCH-PROSPECT, KY 187 5GI1 D L COOL-LOUISVILLE, KY 5GI1 TED HATFIELD-LOUISVILLE, KY 5GI1 JOSEPH W KIPPER-LEITCHFIELD, KY 5GI1 LADKA HATFIELD-LOUISVILLE, KY 446 5MCH CLARENCE L JOHNSON-VALLEY STATION, 5MCH KEATH E HAMMON-LOUISVILLE, KY 5MCH JOHN A BREITENSTEIN-LOUISVILLE, KY 5MCH SAM MONARCH-PROSPECT, KY 5MCH W G IRVIN-LOUISVILLE, KY 447 LYCH LADKA HATFIELD-LOUISVILLE, KY 90 SRCH CLARENCE L JOHNSON-VALLEY STATION, 87 SSCH KEATH E HAMMON-LOUISVILLE, KY 89 HOA GAUGE - 400 TARGETS - 29 ENTRIES CH -AA 0 AL MAGYAR-ALLEN PARK, MI 388 AA 1 0 BERNIE USA DALTON-FT CAMPBELL, KY 386 A 1 0 CHARLES THURSTON-MT CLEMENS, MI 386 B 1 0 JERRY L COGDILL-FT KNOX, KY 370 C 1 0 CARROLL G DOWNEY-LOUISVILLE, KY 369 D 1 0 GREG COYLE-MT CLEMENS, MI 366 2GI1 TOM MILLS-ROSEVILLE, MI 2GI1 CHARLES THURSTON-MT CLEMENS, MI 771 2MCH KEATH E HAMMON-LOUISVILLE, KY 2MCH SAM MONARCH-PROSPECT, KY 771 5MCH CLARENCE L JOHNSON-VALLEY STATION, 5MCH KEATH E HAMMON-LOUISVILLE, KY 5MCH JOHN A BREITENSTEIN-LOUISVILLE, KY 5MCH SAM MONARCH-PROSPECT, KY 5MCH W G IRVIN-LOUISVILLE, KY 1894 SRCH D L COOL-LOUISVILLE, KY 375 SSCH KEATH E HAMMON-LOUISVILLE, KY 386 JEAN LAFITTE GUN CLUB LOUISIANA LAKE CHARLES LA JEAN LAFITTE OPEN APRIL 08, 1979 12 GAUGE - 100 TARGETS - 130 ENTRIES [612, 14, 811, 1220]
